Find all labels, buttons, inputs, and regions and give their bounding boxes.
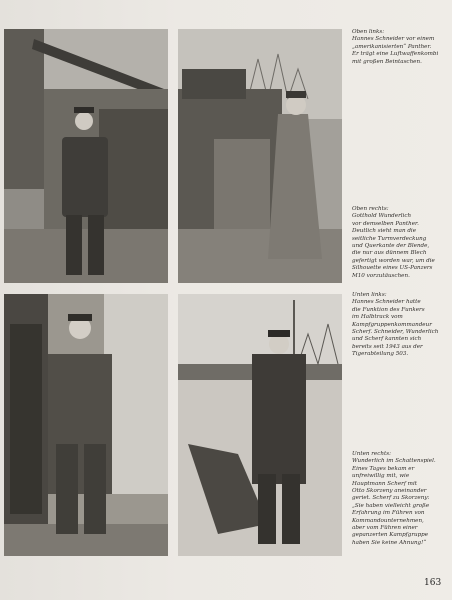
caption-line: Erfahrung im Führen von [352,510,425,517]
caption-line: Gotthold Wunderlich [352,213,412,220]
caption-line: Oben links: [352,29,385,35]
caption-top-left [352,29,448,66]
caption-line: M10 vorzutäuschen. [352,272,410,279]
caption-top-right [352,206,448,280]
caption-bottom-left [352,292,448,359]
caption-line: Er trägt eine Luftwaffenkombi [352,51,439,58]
caption-line: und Scherf kannten sich [352,336,422,343]
caption-line: seitliche Turmverdeckung [352,235,427,242]
caption-line: Hannes Schneider vor einem [352,36,435,43]
photo-man-long-coat-front-of-tank [178,29,342,283]
photo-soldier-doorway [4,294,168,556]
caption-line: bereits seit 1943 aus der [352,343,423,350]
caption-line: haben Sie keine Ahnung!“ [352,539,427,546]
caption-line: die nur aus dünnem Blech [352,250,427,257]
caption-line: Hannes Schneider hatte [352,299,421,306]
caption-line: geriet. Scherf zu Skorzeny: [352,495,430,502]
caption-line: aber vom Führen einer [352,525,418,532]
caption-line: Silhouette eines US-Panzers [352,265,433,272]
caption-line: Otto Skorzeny aneinander [352,488,427,495]
caption-line: Eines Tages bekam er [352,465,415,472]
caption-line: Hauptmann Scherf mit [352,480,418,487]
caption-line: im Halbtrack vom [352,314,403,321]
page-number: 163 [424,578,442,588]
caption-line: Unten links: [352,292,387,298]
caption-bottom-right [352,451,448,547]
caption-line: Oben rechts: [352,206,389,212]
caption-line: Tigerabteilung 503. [352,351,409,358]
caption-line: Wunderlich im Schattenspiel. [352,458,436,465]
photo-soldier-front-of-panther [4,29,168,283]
caption-line: Scherf. Schneider, Wunderlich [352,329,439,336]
caption-line: „amerikanisierten“ Panther. [352,43,432,50]
caption-line: Kommandounternehmen, [352,517,424,524]
caption-line: unfreiwillig mit, wie [352,473,410,480]
caption-line: Unten rechts: [352,451,391,457]
caption-line: und Querkante der Blende, [352,243,430,250]
caption-line: gefertigt worden war, um die [352,257,435,264]
caption-line: die Funktion des Funkers [352,306,425,313]
caption-line: „Sie haben vielleicht große [352,502,430,509]
photo-soldier-shadow-snow [178,294,342,556]
caption-line: Kampfgruppenkommandeur [352,321,432,328]
caption-line: Deutlich sieht man die [352,228,417,235]
caption-line: vor demselben Panther. [352,220,419,227]
caption-line: gepanzerten Kampfgruppe [352,532,429,539]
caption-line: mit großen Beintaschen. [352,58,422,65]
